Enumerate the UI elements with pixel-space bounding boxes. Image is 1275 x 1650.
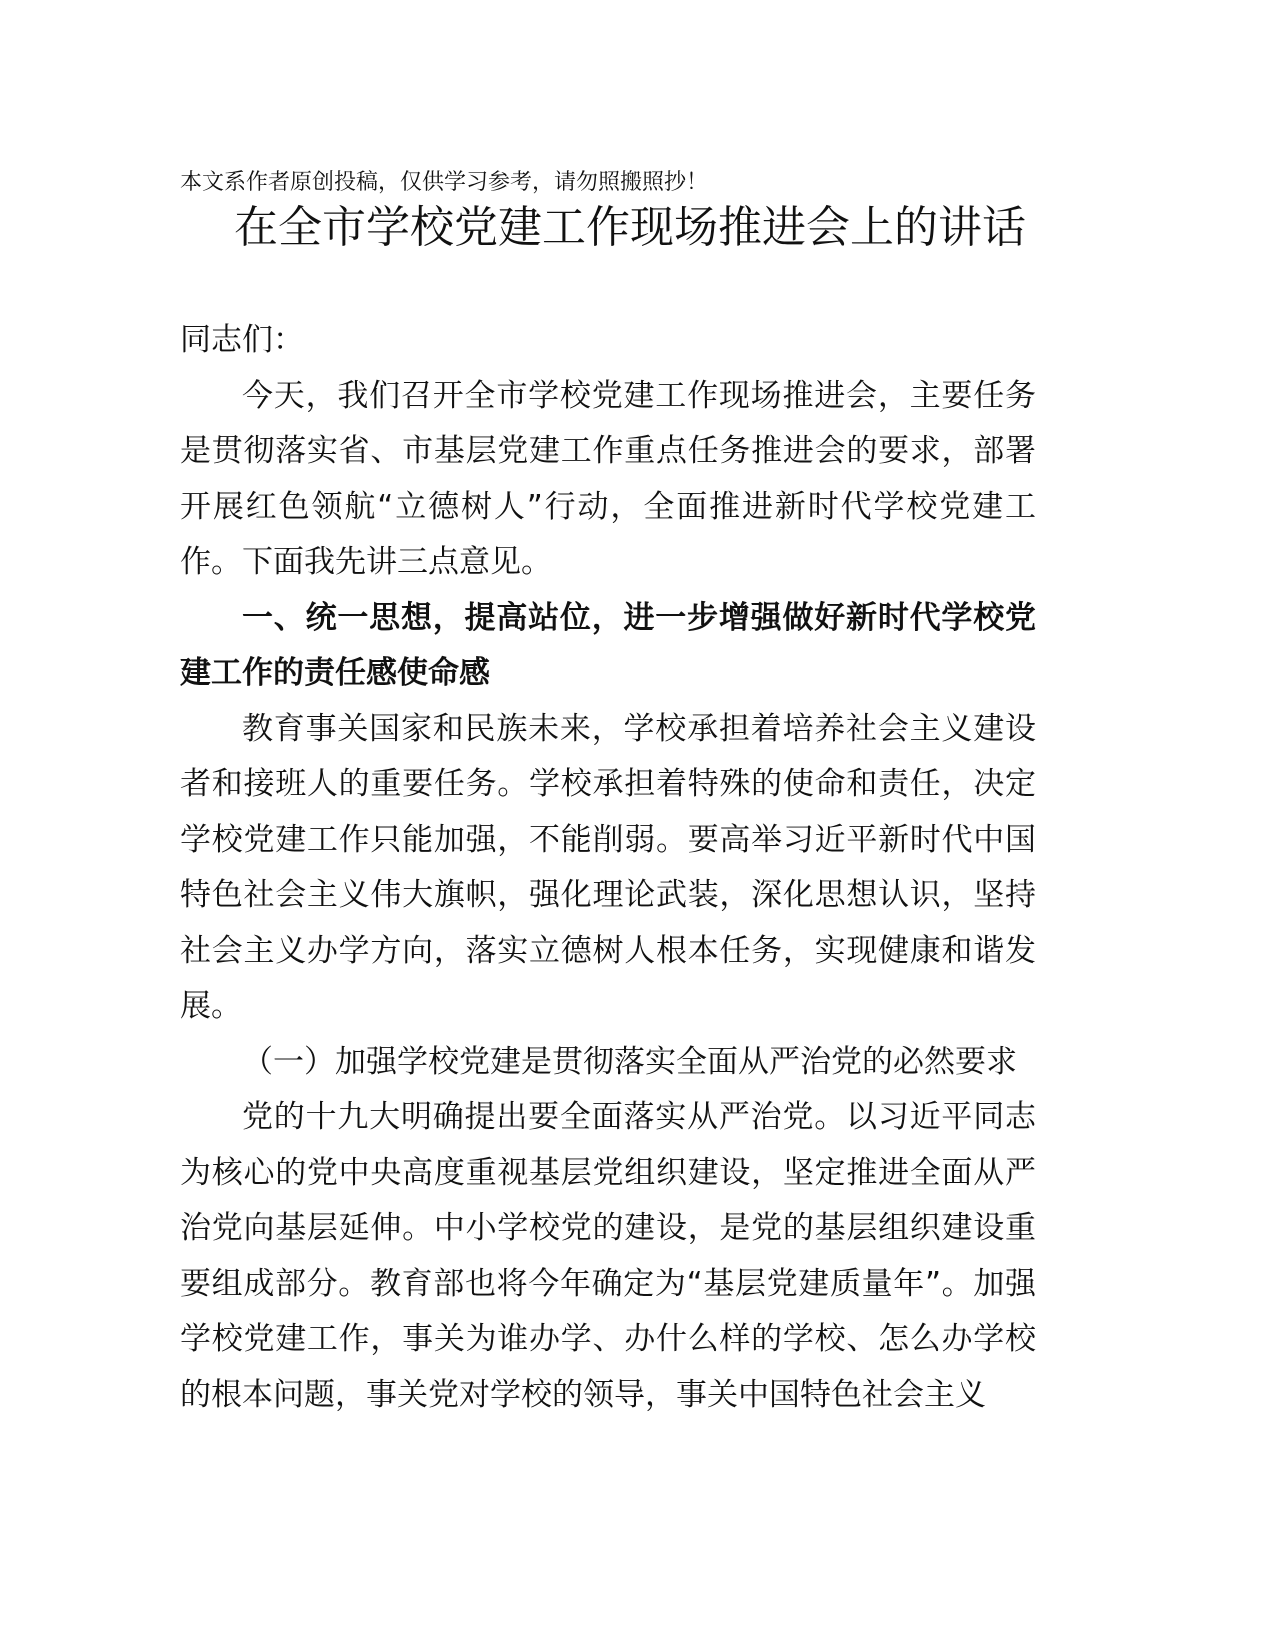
paragraph-subsection-1: 党的十九大明确提出要全面落实从严治党。以习近平同志为核心的党中央高度重视基层党组织建设，坚定推进全面从严治党向基层延伸。中小学校党的建设，是党的基层组织建设重要组成部分。教育部也将今年确定为“基层党建质量年”。加强学校党建工作，事关为谁办学、办什么样的学校、怎么办学校的根本问题，事关党对学校的领导，事关中国特色社会主义 <box>180 1099 1036 1413</box>
paragraph-section-1: 教育事关国家和民族未来，学校承担着培养社会主义建设者和接班人的重要任务。学校承担着特殊的使命和责任，决定学校党建工作只能加强，不能削弱。要高举习近平新时代中国特色社会主义伟大旗帜，强化理论武装，深化思想认识，坚持社会主义办学方向，落实立德树人根本任务，实现健康和谐发展。 <box>180 710 1036 1024</box>
salutation: 同志们： <box>180 322 304 358</box>
document-body <box>180 313 1036 1423</box>
section-heading-1: 一、统一思想，提高站位，进一步增强做好新时代学校党建工作的责任感使命感 <box>180 599 1036 691</box>
paragraph-intro: 今天，我们召开全市学校党建工作现场推进会，主要任务是贯彻落实省、市基层党建工作重点任务推进会的要求，部署开展红色领航“立德树人”行动，全面推进新时代学校党建工作。下面我先讲三点意见。 <box>180 377 1036 580</box>
document-title: 在全市学校党建工作现场推进会上的讲话 <box>234 202 1026 253</box>
subsection-heading-1: （一）加强学校党建是贯彻落实全面从严治党的必然要求 <box>242 1043 1017 1080</box>
copyright-note: 本文系作者原创投稿，仅供学习参考，请勿照搬照抄！ <box>180 170 709 195</box>
